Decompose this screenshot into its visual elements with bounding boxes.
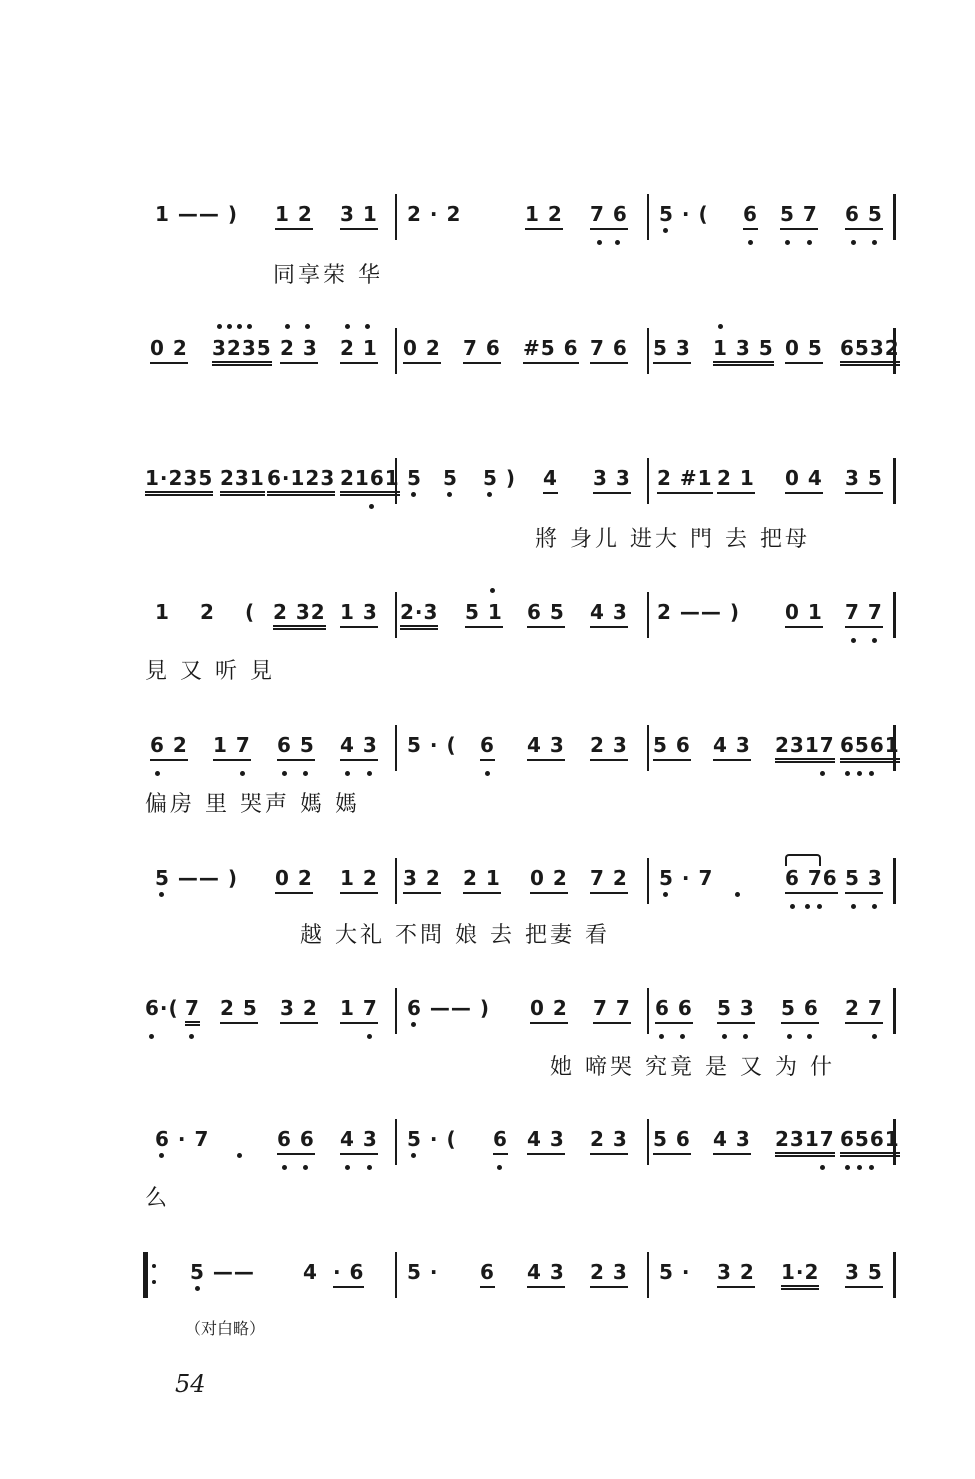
lyrics-line [145, 654, 895, 684]
score-system-1 [145, 202, 895, 288]
tie-mark [785, 854, 821, 866]
score-system-2: 0 2 3235 2 3 2 1 0 2 7 6 #5 6 7 6 5 3 1 3 5 0 5 6532 [145, 336, 895, 376]
lyric-text: 越 大礼 不問 娘 去 把妻 看 [300, 923, 610, 948]
page-number: 54 [175, 1370, 206, 1398]
lyrics-line [145, 918, 895, 948]
lyric-text: 偏房 里 哭声 媽 媽 [145, 792, 360, 817]
lyric-text: 么 [145, 1186, 171, 1211]
annotation: （对白略） [185, 1319, 266, 1338]
repeat-sign [143, 1252, 158, 1298]
note-group: 3 1 [340, 202, 378, 230]
note-group: 5 7 [780, 202, 818, 230]
lyric-text: 將 身儿 进大 門 去 把母 [535, 527, 810, 552]
note-group: 7 6 [590, 202, 628, 230]
lyric-text: 她 啼哭 究竟 是 又 为 什 [550, 1055, 835, 1080]
lyrics-line [145, 1050, 895, 1080]
barline [647, 194, 649, 240]
lyric-text: 見 又 听 見 [145, 659, 275, 684]
score-system-8: 6 · 7 6 6 4 3 5 · ( 6 4 3 2 3 5 6 4 3 2317 6561 么 [145, 1127, 895, 1167]
note-group: 1 2 [525, 202, 563, 230]
score-system-6: 5 —— ) 0 2 1 2 3 2 2 1 0 2 7 2 5 · 7 6 76 5 3 越 大礼 不問 娘 去 把妻 看 [145, 866, 895, 906]
score-system-9: 5 —— 4 · 6 5 · 6 4 3 2 3 5 · 3 2 1·2 3 5 [145, 1260, 895, 1300]
score-system-5: 6 2 1 7 6 5 4 3 5 · ( 6 4 3 2 3 5 6 4 3 2317 6561 偏房 里 哭声 媽 媽 [145, 733, 895, 773]
note-group: 6 5 [845, 202, 883, 230]
note-group: 1 2 [275, 202, 313, 230]
barline [893, 194, 896, 240]
lyrics-line [145, 1181, 895, 1211]
note: 2 · 2 [407, 202, 462, 226]
lyrics-line [145, 522, 895, 552]
score-system-4: 1 2 ( 2 32 1 3 2·3 5 1 6 5 4 3 2 —— ) 0 1 7 7 見 又 听 見 [145, 600, 895, 640]
note-group: 6 [743, 202, 758, 230]
note: 5 · ( [659, 202, 709, 226]
lyrics-line [145, 258, 895, 288]
score-system-7: 6·( 7 2 5 3 2 1 7 6 —— ) 0 2 7 7 6 6 5 3 5 6 2 7 她 啼哭 究竟 是 又 为 什 [145, 996, 895, 1036]
note: 1 —— ) [155, 202, 238, 226]
score-system-3: 1·235 231 6·123 2161 5 5 5 ) 4 3 3 2 #1 2 1 0 4 3 5 將 身儿 进大 門 去 把母 [145, 466, 895, 506]
lyric-text: 同享荣 华 [273, 263, 383, 288]
barline [395, 194, 397, 240]
lyrics-line [145, 787, 895, 817]
